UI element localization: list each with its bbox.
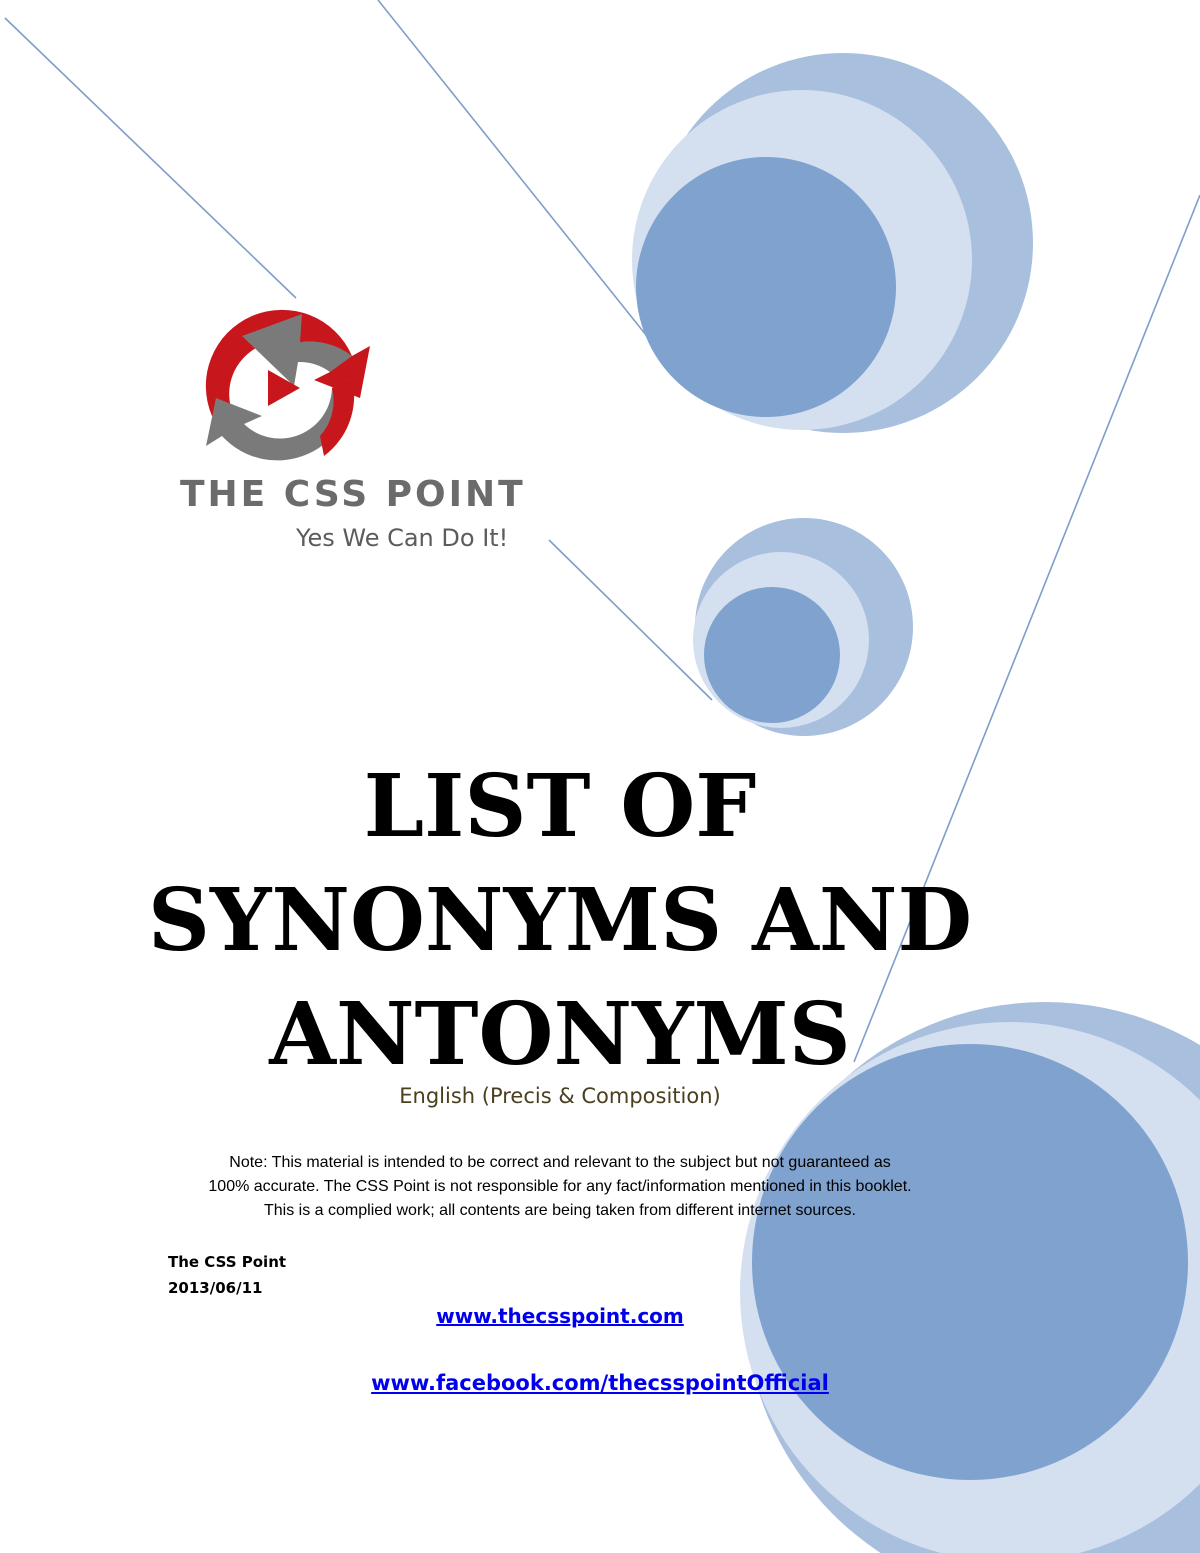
publish-date: 2013/06/11 — [168, 1279, 263, 1297]
title-line-2: SYNONYMS AND — [147, 870, 973, 971]
circle-inner — [704, 587, 840, 723]
logo-name: THE CSS POINT — [180, 474, 526, 515]
circle-inner — [752, 1044, 1188, 1480]
logo-tagline: Yes We Can Do It! — [296, 524, 509, 552]
website-link[interactable]: www.thecsspoint.com — [436, 1304, 684, 1328]
page-title — [100, 750, 1020, 1092]
author-name: The CSS Point — [168, 1253, 287, 1271]
note-line-1: Note: This material is intended to be correct and relevant to the subject but not guaranteed as — [229, 1154, 891, 1171]
small-circle-mid — [693, 518, 913, 736]
disclaimer-note — [140, 1151, 980, 1223]
diagonal-line-left — [5, 18, 296, 298]
note-line-2: 100% accurate. The CSS Point is not responsible for any fact/information mentioned in this booklet. — [208, 1178, 912, 1195]
title-line-3: ANTONYMS — [269, 984, 851, 1085]
large-circle-top — [632, 53, 1033, 433]
author-block — [168, 1249, 286, 1301]
logo — [168, 296, 548, 566]
note-line-3: This is a complied work; all contents are being taken from different internet sources. — [264, 1202, 856, 1219]
circular-arrows-logo-icon — [202, 306, 392, 486]
title-line-1: LIST OF — [363, 756, 757, 857]
diagonal-line-mid — [549, 540, 712, 700]
subtitle: English (Precis & Composition) — [399, 1084, 721, 1108]
facebook-link[interactable]: www.facebook.com/thecsspointOfficial — [371, 1371, 829, 1395]
circle-inner — [636, 157, 896, 417]
